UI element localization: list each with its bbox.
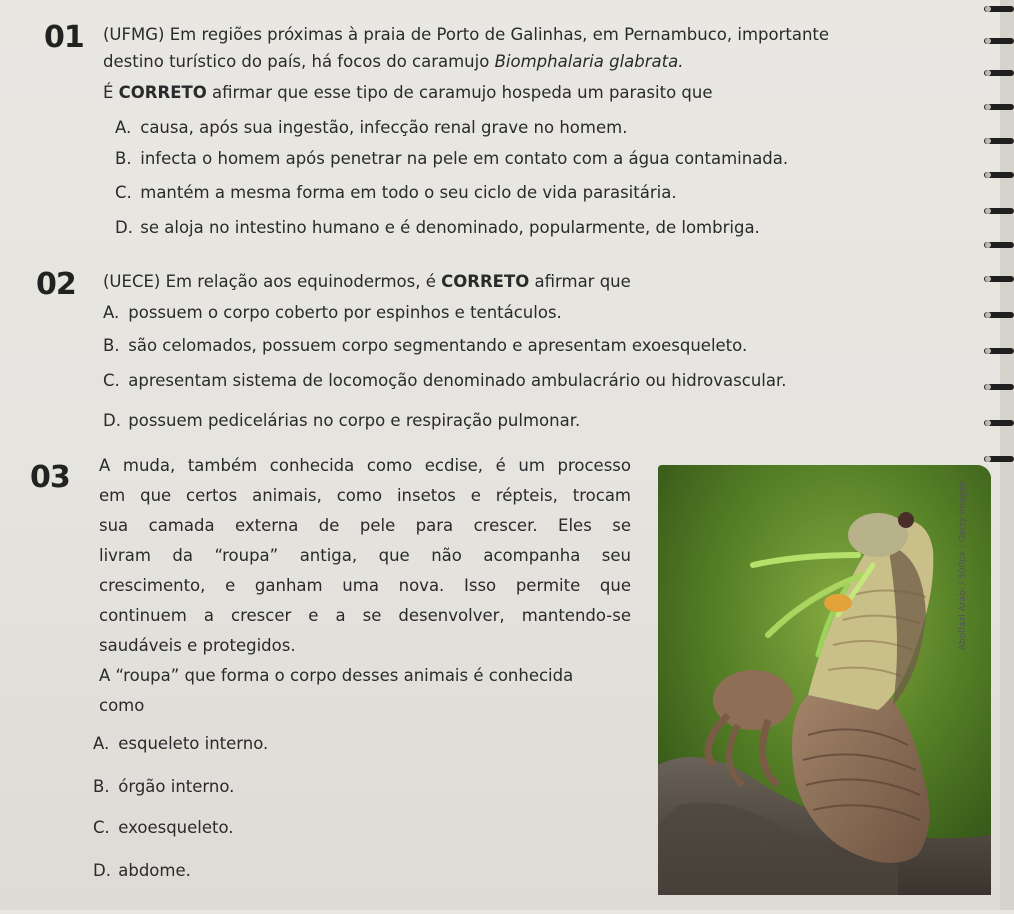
question-2-option-b: B. são celomados, possuem corpo segmentando e apresentam exoesqueleto. [103, 336, 748, 355]
question-3-paragraph [99, 455, 631, 665]
paragraph-line: livram da “roupa” antiga, que não acompanha seu [99, 546, 631, 565]
question-1-option-d: D. se aloja no intestino humano e é denominado, popularmente, de lombriga. [115, 218, 760, 237]
question-2-prompt: (UECE) Em relação aos equinodermos, é CORRETO afirmar que [103, 272, 631, 291]
question-1-option-b: B. infecta o homem após penetrar na pele em contato com a água contaminada. [115, 149, 789, 168]
paragraph-line: saudáveis e protegidos. [99, 636, 296, 655]
photo-credit: Abolfazl Arabi / 500px / Getty Images [958, 481, 968, 650]
question-2-option-d: D. possuem pedicelárias no corpo e respiração pulmonar. [103, 411, 581, 430]
prompt-line: como [99, 696, 145, 715]
question-3-option-b: B. órgão interno. [93, 777, 235, 796]
spiral-binding [970, 0, 1014, 910]
question-3-option-a: A. esqueleto interno. [93, 734, 269, 753]
paragraph-line: sua camada externa de pele para crescer. Eles se [99, 516, 631, 535]
paragraph-line: em que certos animais, como insetos e répteis, trocam [99, 486, 631, 505]
cicada-molting-photo [658, 465, 991, 895]
question-1-stem-line-1: (UFMG) Em regiões próximas à praia de Porto de Galinhas, em Pernambuco, importante [103, 25, 830, 44]
question-3-option-d: D. abdome. [93, 861, 191, 880]
paragraph-line: A muda, também conhecida como ecdise, é um processo [99, 456, 631, 475]
question-2-number: 02 [36, 267, 76, 302]
paragraph-line: crescimento, e ganham uma nova. Isso permite que [99, 576, 631, 595]
question-1-option-a: A. causa, após sua ingestão, infecção renal grave no homem. [115, 118, 628, 137]
prompt-line: A “roupa” que forma o corpo desses animais é conhecida [99, 666, 574, 685]
question-1-stem-line-2: destino turístico do país, há focos do caramujo Biomphalaria glabrata. [103, 52, 684, 71]
question-2-option-a: A. possuem o corpo coberto por espinhos e tentáculos. [103, 303, 562, 322]
question-3-option-c: C. exoesqueleto. [93, 818, 234, 837]
question-2-option-c: C. apresentam sistema de locomoção denominado ambulacrário ou hidrovascular. [103, 371, 787, 390]
paragraph-line: continuem a crescer e a se desenvolver, mantendo-se [99, 606, 631, 625]
question-1-prompt: É CORRETO afirmar que esse tipo de caramujo hospeda um parasito que [103, 83, 713, 102]
question-3-number: 03 [30, 460, 70, 495]
question-1-option-c: C. mantém a mesma forma em todo o seu ciclo de vida parasitária. [115, 183, 677, 202]
question-3-prompt [99, 665, 573, 725]
question-1-number: 01 [44, 20, 84, 55]
species-name: Biomphalaria glabrata. [494, 52, 684, 71]
